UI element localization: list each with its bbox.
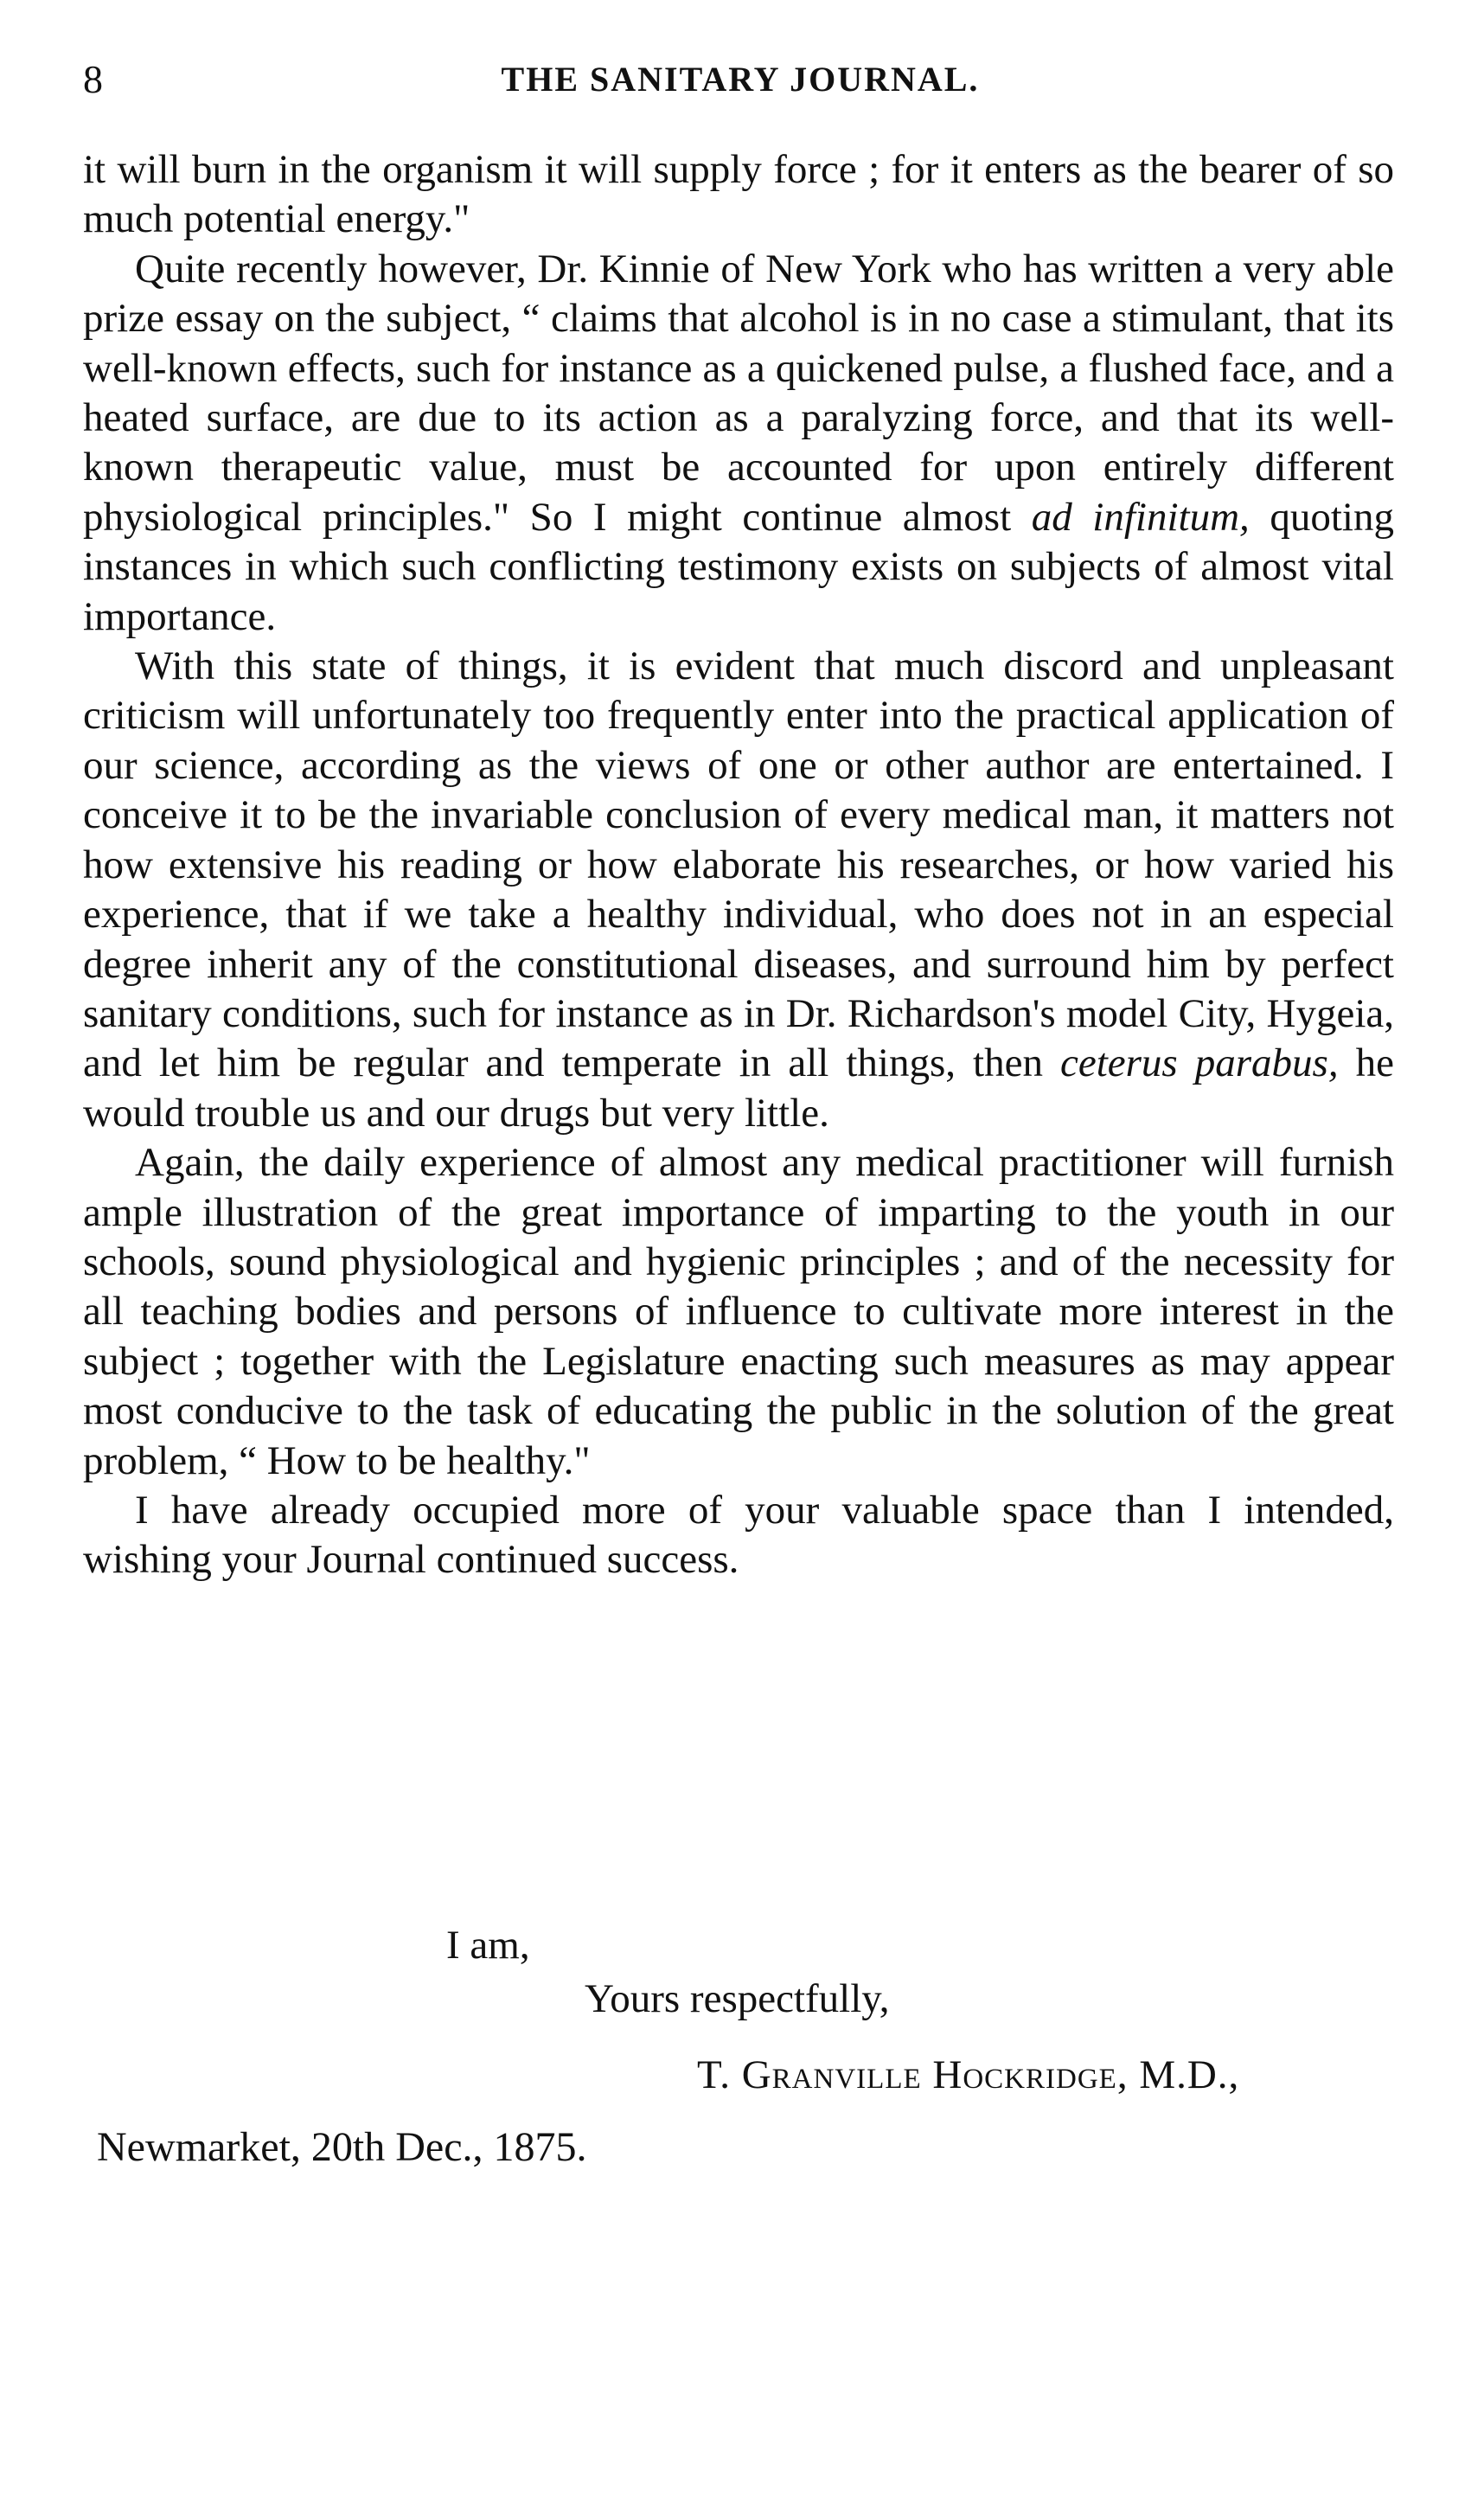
paragraph-5: I have already occupied more of your valuable space than I intended, wishing your Journal continued success. xyxy=(83,1487,1394,1583)
page-header xyxy=(83,54,1398,106)
paragraph-3 xyxy=(83,642,1394,1138)
page-number: 8 xyxy=(83,57,103,101)
valediction-line: Yours respectfully, xyxy=(585,1976,890,2021)
paragraph-3-text-b: he would trouble us and our drugs but very little. xyxy=(83,1040,1394,1136)
paragraph-4: Again, the daily experience of almost any medical practitioner will furnish ample illustration of the great importance of imparting to the youth in our schools, sound physiological and hygienic principles ; and of the necessity for all teaching bodies and persons of influence to cultivate more interest in the subject ; together with the Legislature enacting such measures as may appear most conducive to the task of educating the public in the solution of the great problem, “ How to be healthy." xyxy=(83,1140,1394,1483)
running-head: THE SANITARY JOURNAL. xyxy=(501,60,980,99)
paragraph-3-text-a: With this state of things, it is evident that much discord and unpleasant criticism will unfortunately too frequently enter into the practical application of our science, according as the views of one or other author are entertained. I conceive it to be the invariable conclusion of every medical man, it matters not how extensive his reading or how elaborate his researches, or how varied his experience, that if we take a healthy individual, who does not in an especial degree inherit any of the constitutional diseases, and surround him by perfect sanitary conditions, such for instance as in Dr. Richardson's model City, Hygeia, and let him be regular and temperate in all things, then xyxy=(83,643,1394,1086)
closing-line: I am, xyxy=(446,1923,530,1968)
signatory-name: T. Granville Hockridge, M.D., xyxy=(697,2052,1240,2097)
paragraph-2 xyxy=(83,245,1394,642)
dateline: Newmarket, 20th Dec., 1875. xyxy=(97,2124,587,2170)
paragraph-1: it will burn in the organism it will supply force ; for it enters as the bearer of so much potential energy." xyxy=(83,147,1394,242)
signature-block xyxy=(83,1922,1398,2112)
letter-body xyxy=(83,145,1394,1585)
paragraph-3-italic: ceterus parabus, xyxy=(1060,1040,1339,1086)
paragraph-2-text-a: Quite recently however, Dr. Kinnie of New York who has written a very able prize essay on the subject, “ claims that alcohol is in no case a stimulant, that its well-known effects, such for instance as a quickened pulse, a flushed face, and a heated surface, are due to its action as a paralyzing force, and that its well-known therapeutic value, must be accounted for upon entirely different physiological principles." So I might continue almost xyxy=(83,246,1394,540)
paragraph-2-text-b: quoting instances in which such conflicting testimony exists on subjects of almost vital importance. xyxy=(83,494,1394,639)
paragraph-2-italic: ad infinitum, xyxy=(1031,494,1250,540)
